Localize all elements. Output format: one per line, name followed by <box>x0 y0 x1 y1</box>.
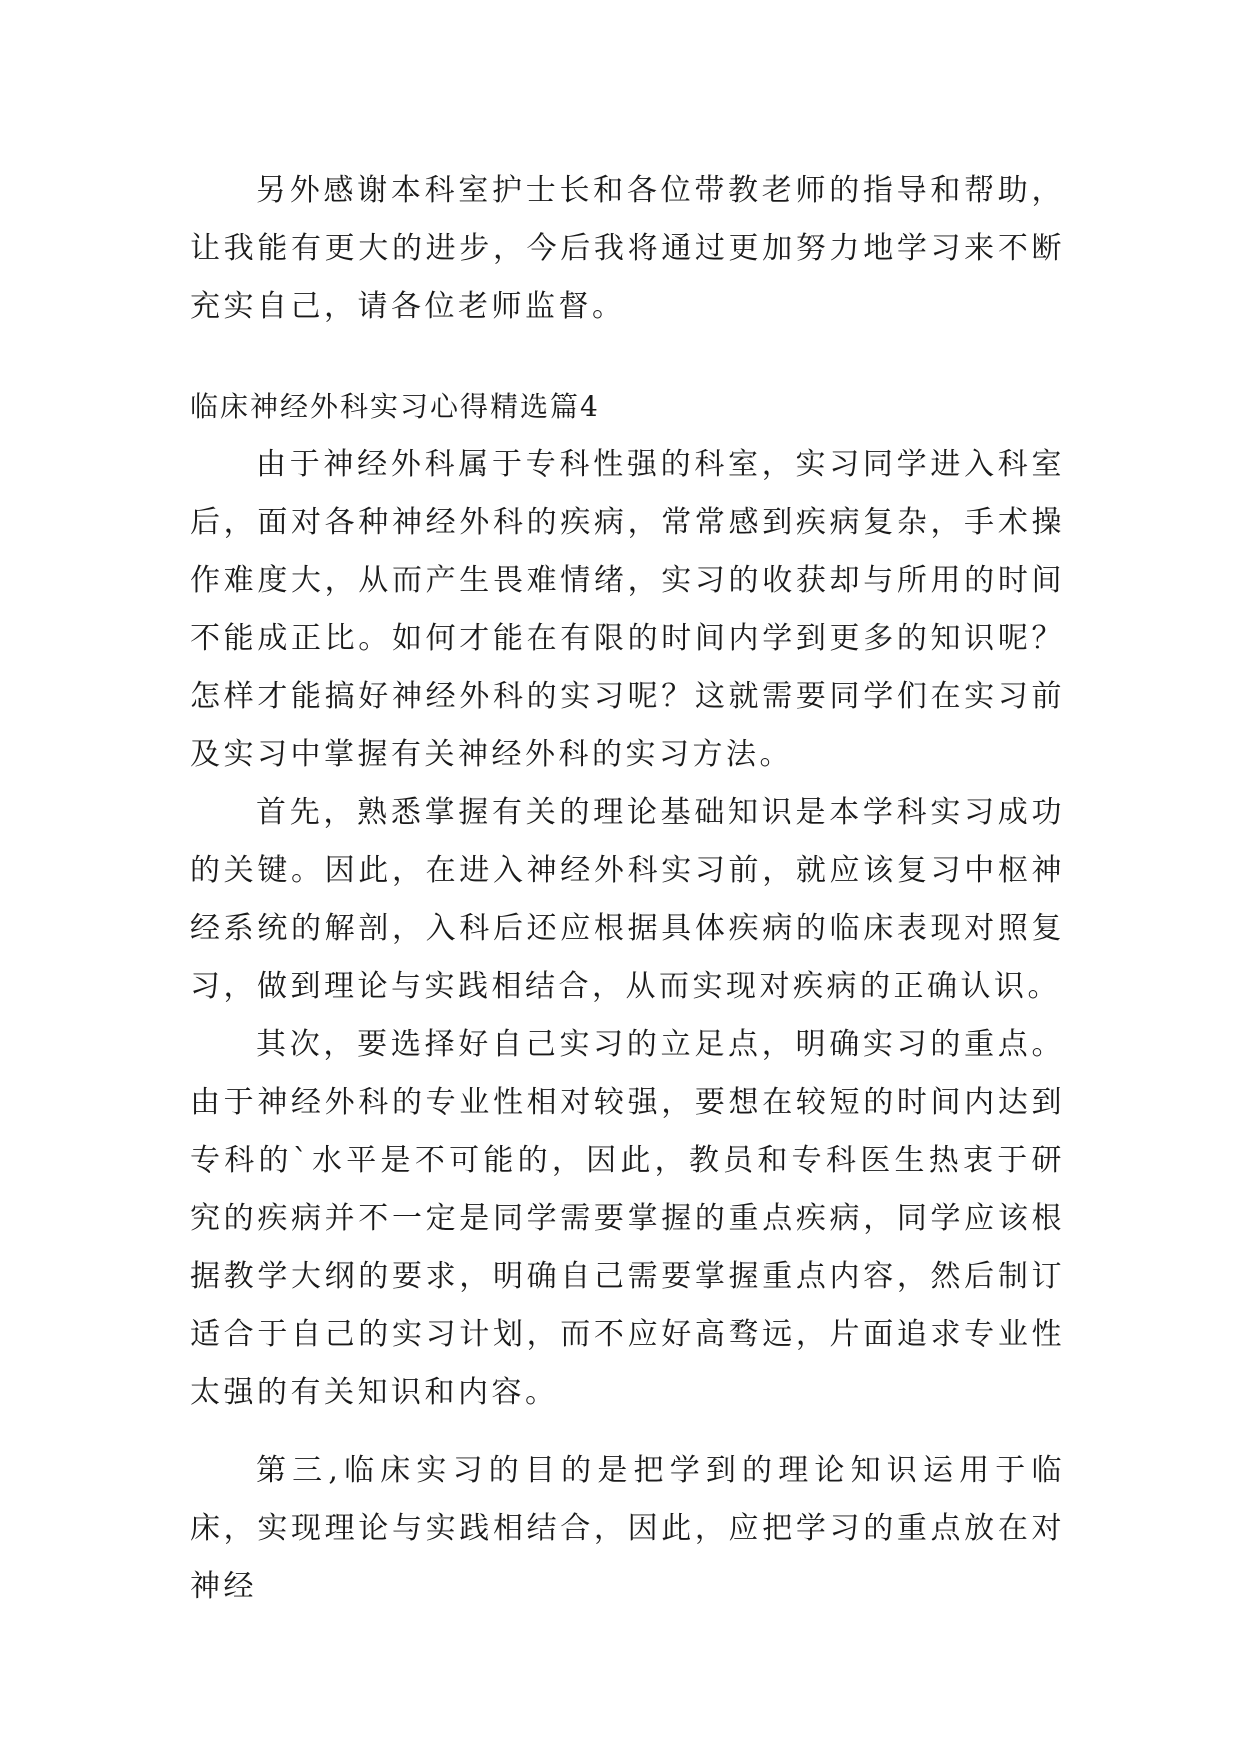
section-heading: 临床神经外科实习心得精选篇4 <box>190 390 600 423</box>
paragraph-second: 其次，要选择好自己实习的立足点，明确实习的重点。由于神经外科的专业性相对较强，要想在较短的时间内达到专科的`水平是不可能的，因此，教员和专科医生热衷于研究的疾病并不一定是同学需要掌握的重点疾病，同学应该根据教学大纲的要求，明确自己需要掌握重点内容，然后制订适合于自己的实习计划，而不应好高骛远，片面追求专业性太强的有关知识和内容。 <box>190 1027 1065 1410</box>
document-body <box>190 162 1065 1616</box>
paragraph-third: 第三,临床实习的目的是把学到的理论知识运用于临床，实现理论与实践相结合，因此，应把学习的重点放在对神经 <box>190 1453 1065 1604</box>
paragraph-first: 首先，熟悉掌握有关的理论基础知识是本学科实习成功的关键。因此，在进入神经外科实习前，就应该复习中枢神经系统的解剖，入科后还应根据具体疾病的临床表现对照复习，做到理论与实践相结合，从而实现对疾病的正确认识。 <box>190 795 1065 1004</box>
paragraph-intro: 由于神经外科属于专科性强的科室，实习同学进入科室后，面对各种神经外科的疾病，常常感到疾病复杂，手术操作难度大，从而产生畏难情绪，实习的收获却与所用的时间不能成正比。如何才能在有限的时间内学到更多的知识呢？怎样才能搞好神经外科的实习呢？这就需要同学们在实习前及实习中掌握有关神经外科的实习方法。 <box>190 447 1065 772</box>
paragraph-thanks: 另外感谢本科室护士长和各位带教老师的指导和帮助，让我能有更大的进步，今后我将通过更加努力地学习来不断充实自己，请各位老师监督。 <box>190 173 1065 324</box>
